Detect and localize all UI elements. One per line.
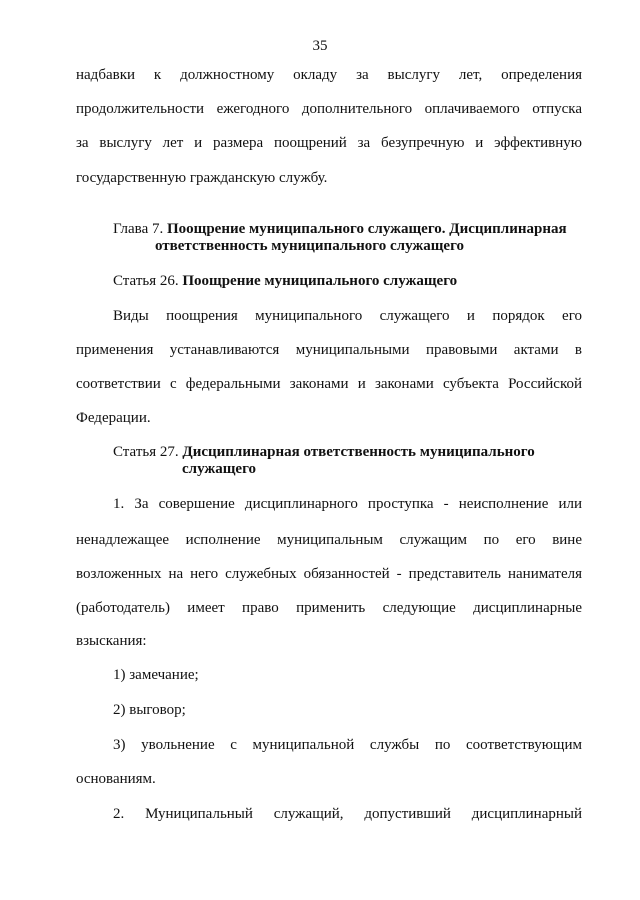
article-title-line2: служащего: [182, 461, 257, 477]
page-number: 35: [312, 38, 328, 54]
paragraph-line: Виды поощрения муниципального служащего и порядок его: [113, 308, 582, 324]
article-heading: [113, 443, 535, 461]
paragraph-line: надбавки к должностному окладу за выслугу лет, определения: [76, 67, 582, 83]
article-prefix: Статья 27.: [113, 444, 179, 460]
article-title-line1: Дисциплинарная ответственность муниципального: [182, 444, 535, 460]
article-heading-cont: [182, 460, 256, 478]
paragraph-line: соответствии с федеральными законами и законами субъекта Российской: [76, 376, 582, 392]
paragraph-line: (работодатель) имеет право применить следующие дисциплинарные: [76, 600, 582, 616]
article-title: Поощрение муниципального служащего: [182, 273, 458, 289]
chapter-title-line1: Поощрение муниципального служащего. Дисциплинарная: [166, 221, 567, 237]
list-item: 3) увольнение с муниципальной службы по соответствующим: [113, 737, 582, 753]
chapter-prefix: Глава 7.: [113, 221, 164, 237]
paragraph-line: возложенных на него служебных обязанностей - представитель нанимателя: [76, 566, 582, 582]
list-item: 2) выговор;: [113, 702, 186, 718]
paragraph-line: ненадлежащее исполнение муниципальным служащим по его вине: [76, 532, 582, 548]
paragraph-line: 2. Муниципальный служащий, допустивший дисциплинарный: [113, 806, 582, 822]
chapter-heading: [113, 220, 567, 238]
article-prefix: Статья 26.: [113, 273, 179, 289]
paragraph-line: за выслугу лет и размера поощрений за безупречную и эффективную: [76, 135, 582, 151]
paragraph-line: государственную гражданскую службу.: [76, 170, 328, 186]
paragraph-line: 1. За совершение дисциплинарного проступка - неисполнение или: [113, 496, 582, 512]
paragraph-line: продолжительности ежегодного дополнительного оплачиваемого отпуска: [76, 101, 582, 117]
paragraph-line: Федерации.: [76, 410, 151, 426]
paragraph-line: применения устанавливаются муниципальными правовыми актами в: [76, 342, 582, 358]
chapter-heading-cont: [155, 237, 464, 255]
list-item: 1) замечание;: [113, 667, 199, 683]
paragraph-line: взыскания:: [76, 633, 147, 649]
list-item-cont: основаниям.: [76, 771, 156, 787]
article-heading: [113, 272, 457, 290]
chapter-title-line2: ответственность муниципального служащего: [155, 238, 465, 254]
